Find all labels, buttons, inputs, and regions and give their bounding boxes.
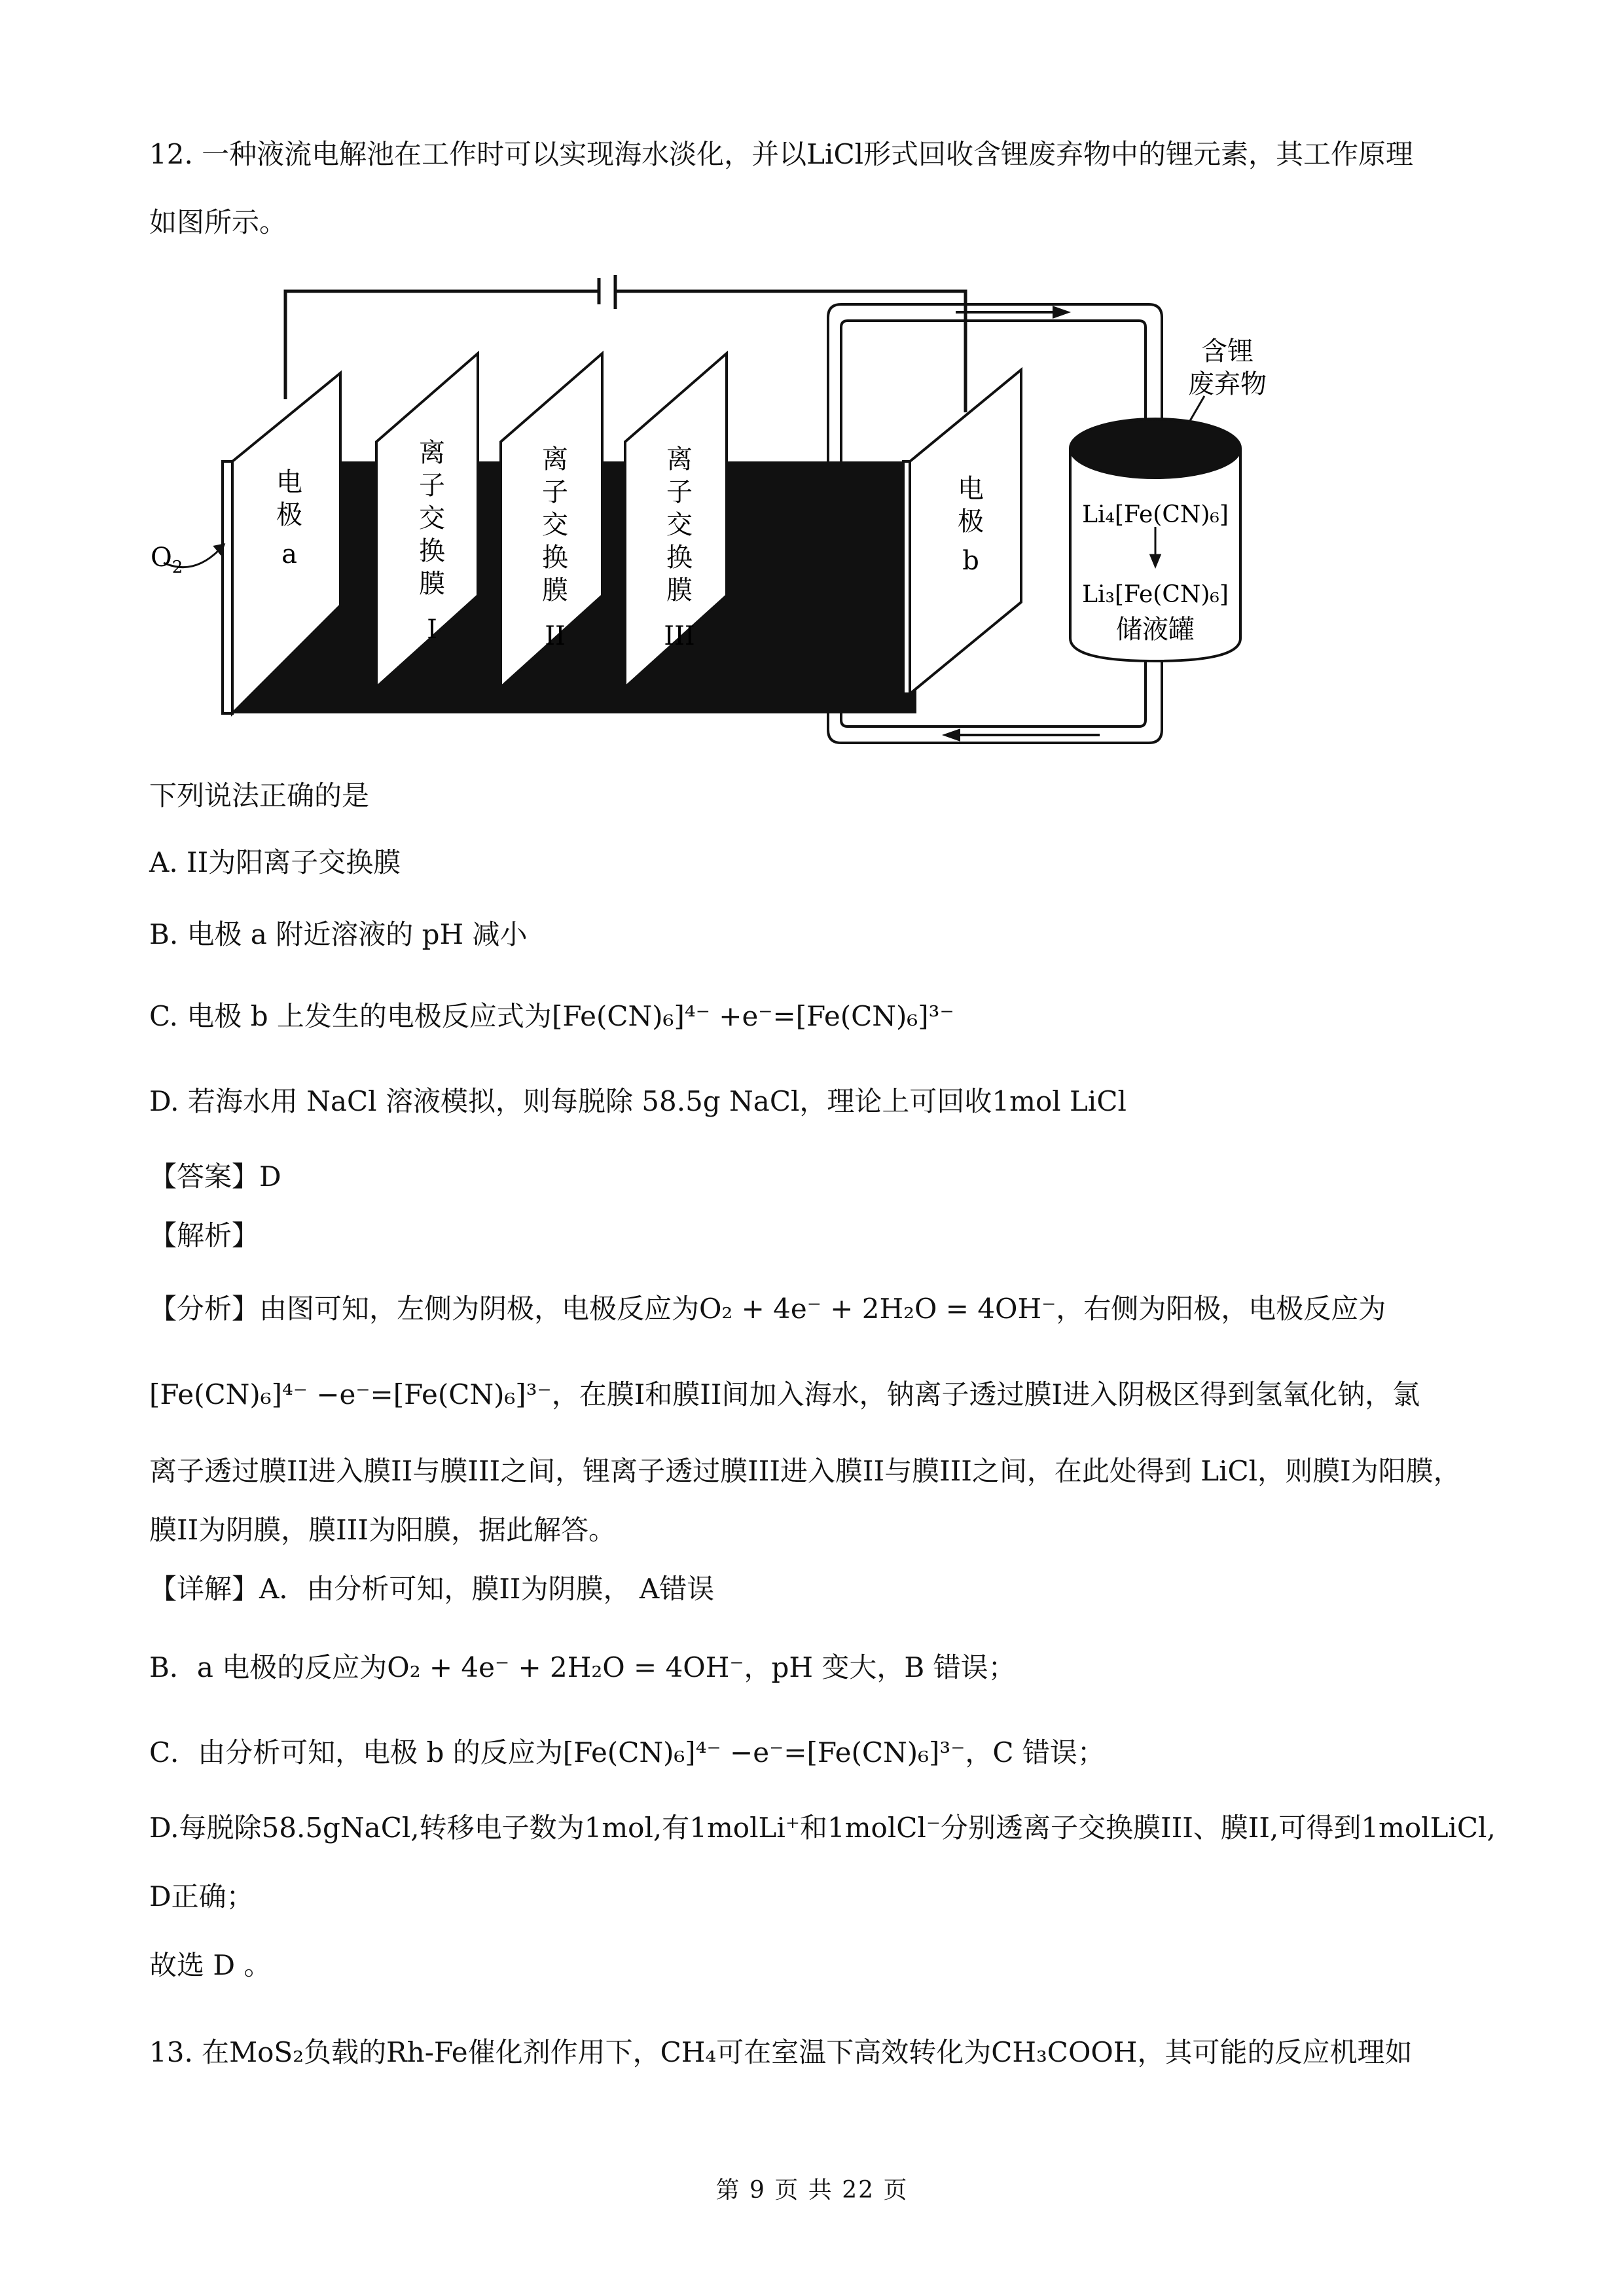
battery-icon <box>599 275 615 309</box>
tank-label: 储液罐 <box>1116 615 1195 645</box>
detail-d1: D.每脱除58.5gNaCl,转移电子数为1mol,有1molLi⁺和1molCl⁻分别透离子交换膜III、膜II,可得到1molLiCl, <box>149 1812 1496 1844</box>
page-footer: 第 9 页 共 22 页 <box>715 2177 909 2204</box>
membrane-II-label-2: 子 <box>542 477 568 507</box>
q12-option-d[interactable]: D. 若海水用 NaCl 溶液模拟，则每脱除 58.5g NaCl，理论上可回收1mol LiCl <box>149 1085 1127 1117</box>
membrane-III-label-5: 膜 <box>666 575 693 605</box>
o2-label: $O_2$ <box>151 543 183 577</box>
detail-a: 【详解】A．由分析可知，膜II为阴膜， A错误 <box>149 1573 715 1605</box>
conclusion: 故选 D 。 <box>149 1949 272 1981</box>
membrane-III-label-6: III <box>664 621 695 651</box>
membrane-III-label-2: 子 <box>666 477 693 507</box>
electrode-b-label-1: 电 <box>958 474 984 504</box>
membrane-I-label-2: 子 <box>419 471 445 501</box>
q12-stem-line1: 12. 一种液流电解池在工作时可以实现海水淡化，并以LiCl形式回收含锂废弃物中的锂元素，其工作原理 <box>149 138 1414 170</box>
membrane-I-label-3: 交 <box>419 503 445 533</box>
membrane-II-label-3: 交 <box>542 510 568 540</box>
detail-c: C．由分析可知，电极 b 的反应为[Fe(CN)₆]⁴⁻ −e⁻=[Fe(CN)₆]³⁻，C 错误； <box>149 1736 1105 1768</box>
analysis-p2: [Fe(CN)₆]⁴⁻ −e⁻=[Fe(CN)₆]³⁻，在膜I和膜II间加入海水，钠离子透过膜I进入阴极区得到氢氧化钠，氯 <box>149 1378 1420 1410</box>
electrode-b-label-2: 极 <box>958 507 984 537</box>
option-c-prefix: C. 电极 b 上发生的电极反应式为 <box>149 1000 552 1032</box>
analysis-p1: 【分析】由图可知，左侧为阴极，电极反应为O₂ + 4e⁻ + 2H₂O = 4OH⁻，右侧为阳极，电极反应为 <box>149 1293 1386 1325</box>
tank-top-formula: Li₄[Fe(CN)₆] <box>1082 501 1229 528</box>
membrane-II-label-1: 离 <box>542 444 568 475</box>
q12-prompt: 下列说法正确的是 <box>149 780 370 812</box>
q12-stem-line2: 如图所示。 <box>149 206 287 238</box>
option-c-formula: [Fe(CN)₆]⁴⁻ +e⁻=[Fe(CN)₆]³⁻ <box>551 1000 954 1032</box>
top-arrow-icon <box>956 308 1067 317</box>
q12-option-b[interactable]: B. 电极 a 附近溶液的 pH 减小 <box>149 918 528 950</box>
electrode-a-label-1: 电 <box>276 467 302 497</box>
analysis-p4: 膜II为阴膜，膜III为阳膜，据此解答。 <box>149 1514 616 1546</box>
tank-bottom-formula: Li₃[Fe(CN)₆] <box>1082 581 1229 608</box>
membrane-III-label-3: 交 <box>666 510 693 540</box>
q13-stem: 13. 在MoS₂负载的Rh-Fe催化剂作用下，CH₄可在室温下高效转化为CH₃COOH，其可能的反应机理如 <box>149 2036 1413 2068</box>
analysis-p3: 离子透过膜II进入膜II与膜III之间，锂离子透过膜III进入膜II与膜III之间，在此处得到 LiCl，则膜I为阳膜， <box>149 1455 1461 1487</box>
waste-label-2: 废弃物 <box>1188 369 1267 399</box>
answer: 【答案】D <box>149 1160 281 1193</box>
electrode-a-label-3: a <box>281 539 297 569</box>
detail-d2: D正确； <box>149 1880 254 1912</box>
membrane-I-label-5: 膜 <box>419 569 445 599</box>
waste-pointer <box>1188 396 1204 424</box>
waste-label-1: 含锂 <box>1201 336 1254 367</box>
electrolysis-diagram <box>144 275 1322 759</box>
membrane-I-label-6: I <box>427 615 437 645</box>
membrane-III-label-1: 离 <box>666 444 693 475</box>
power-wire <box>285 291 965 412</box>
electrode-a-label-2: 极 <box>276 500 302 530</box>
membrane-II-label-5: 膜 <box>542 575 568 605</box>
detail-b: B．a 电极的反应为O₂ + 4e⁻ + 2H₂O = 4OH⁻，pH 变大，B 错误； <box>149 1651 1016 1683</box>
membrane-III-label-4: 换 <box>666 543 693 573</box>
q12-option-c[interactable] <box>149 998 954 1035</box>
membrane-I-label-1: 离 <box>419 438 445 468</box>
electrode-b-label-3: b <box>962 546 979 576</box>
bottom-arrow-icon <box>946 730 1100 740</box>
membrane-II-label-6: II <box>545 621 566 651</box>
analysis-header: 【解析】 <box>149 1219 260 1251</box>
membrane-I-label-4: 换 <box>419 536 445 566</box>
q12-option-a[interactable]: A. II为阳离子交换膜 <box>149 846 401 878</box>
membrane-II-label-4: 换 <box>542 543 568 573</box>
